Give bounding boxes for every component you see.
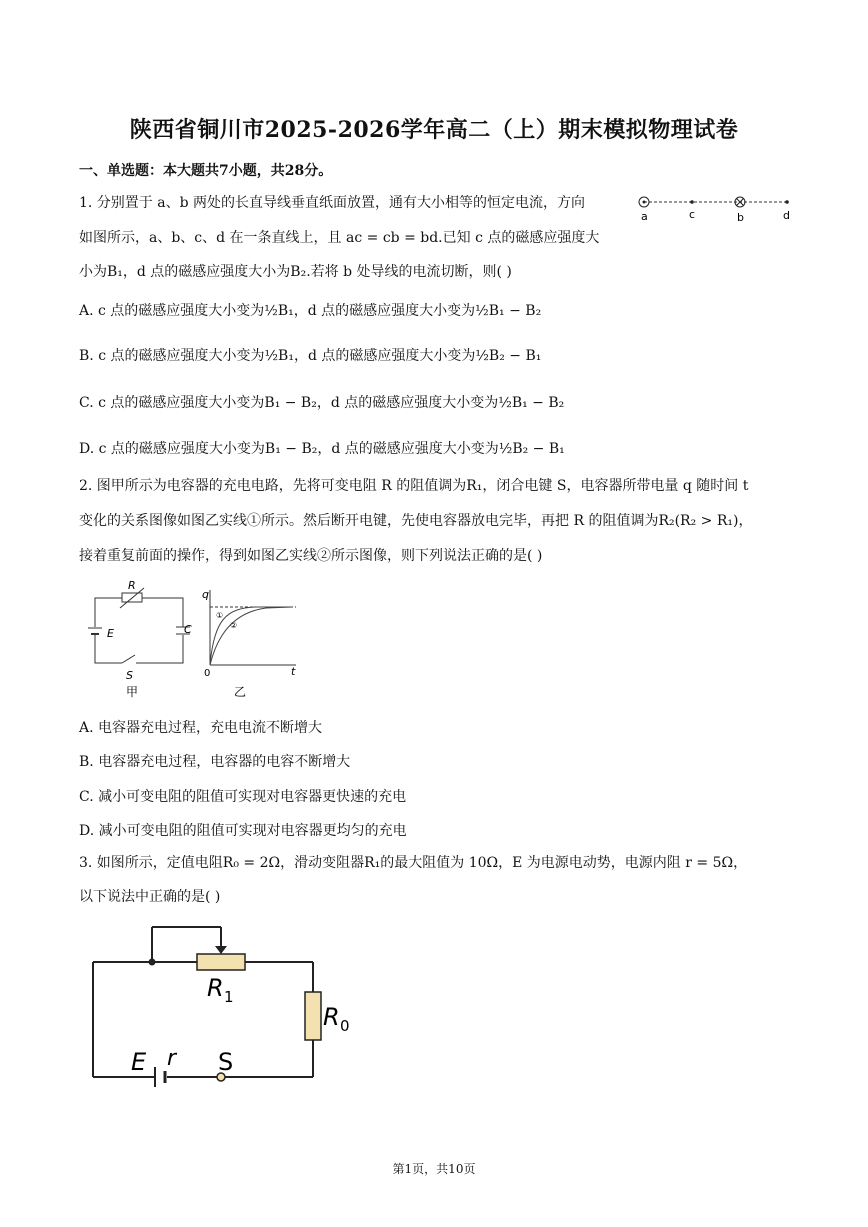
label-c: c	[689, 208, 696, 221]
label-E: E	[107, 627, 114, 640]
q2-text-line2: 变化的关系图像如图乙实线①所示。然后断开电键，先使电容器放电完毕，再把 R 的阻值调为R₂(R₂ > R₁)，	[79, 513, 753, 529]
q1-figure	[630, 190, 800, 226]
q2-text-line1: 2. 图甲所示为电容器的充电电路，先将可变电阻 R 的阻值调为R₁，闭合电键 S，电容器所带电量 q 随时间 t	[79, 478, 749, 494]
q1-text-line3: 小为B₁，d 点的磁感应强度大小为B₂.若将 b 处导线的电流切断，则( )	[79, 264, 512, 280]
q2-figure-jia	[80, 575, 195, 700]
label-b: b	[737, 211, 744, 224]
q2-option-b: B. 电容器充电过程，电容器的电容不断增大	[79, 754, 351, 770]
resistor-r0	[305, 992, 321, 1040]
resistor-r1	[197, 954, 245, 970]
q3-text-line1: 3. 如图所示，定值电阻R₀ = 2Ω，滑动变阻器R₁的最大阻值为 10Ω，E 为电源电动势，电源内阻 r = 5Ω，	[79, 855, 748, 871]
section-heading: 一、单选题：本大题共7小题，共28分。	[79, 163, 333, 179]
point-d	[785, 200, 789, 204]
caption-jia: 甲	[126, 685, 139, 699]
label-q: q	[202, 588, 209, 601]
q2-option-d: D. 减小可变电阻的阻值可实现对电容器更均匀的充电	[79, 823, 407, 839]
q3-text-line2: 以下说法中正确的是( )	[79, 889, 221, 905]
label-S: S	[126, 669, 133, 682]
label-a: a	[641, 210, 648, 223]
label-R: R	[128, 579, 136, 592]
q1-text-line2: 如图所示，a、b、c、d 在一条直线上，且 ac = cb = bd.已知 c 点的磁感应强度大	[79, 230, 600, 246]
label-curve2: ②	[230, 621, 238, 630]
label-d: d	[783, 209, 790, 222]
q1-text-line1: 1. 分别置于 a、b 两处的长直导线垂直纸面放置，通有大小相等的恒定电流，方向	[79, 195, 586, 211]
label-C: C	[184, 623, 192, 636]
svg-text:r: r	[167, 1046, 177, 1071]
q1-option-b: B. c 点的磁感应强度大小变为½B₁，d 点的磁感应强度大小变为½B₂ − B₁	[79, 348, 542, 364]
q3-circuit-figure	[85, 920, 355, 1095]
svg-text:R: R	[323, 1003, 340, 1031]
svg-text:E: E	[131, 1048, 147, 1076]
q1-option-c: C. c 点的磁感应强度大小变为B₁ − B₂，d 点的磁感应强度大小变为½B₁ − B₂	[79, 395, 565, 411]
q2-option-a: A. 电容器充电过程，充电电流不断增大	[79, 720, 323, 736]
label-t: t	[291, 665, 296, 678]
page-footer: 第1页，共10页	[392, 1162, 476, 1176]
point-c	[690, 200, 694, 204]
caption-yi: 乙	[234, 685, 247, 699]
q2-option-c: C. 减小可变电阻的阻值可实现对电容器更快速的充电	[79, 789, 407, 805]
q1-option-a: A. c 点的磁感应强度大小变为½B₁，d 点的磁感应强度大小变为½B₁ − B₂	[79, 303, 542, 319]
page-title: 陕西省铜川市2025-2026学年高二（上）期末模拟物理试卷	[129, 117, 739, 143]
q2-figure-yi	[196, 580, 306, 700]
label-origin: 0	[204, 668, 211, 679]
svg-text:1: 1	[224, 988, 234, 1006]
q1-option-d: D. c 点的磁感应强度大小变为B₁ − B₂，d 点的磁感应强度大小变为½B₂ − B₁	[79, 441, 565, 457]
svg-text:R: R	[207, 974, 224, 1002]
label-curve1: ①	[216, 611, 224, 620]
svg-text:0: 0	[340, 1017, 350, 1035]
q2-text-line3: 接着重复前面的操作，得到如图乙实线②所示图像，则下列说法正确的是( )	[79, 548, 543, 564]
svg-text:S: S	[218, 1048, 234, 1076]
